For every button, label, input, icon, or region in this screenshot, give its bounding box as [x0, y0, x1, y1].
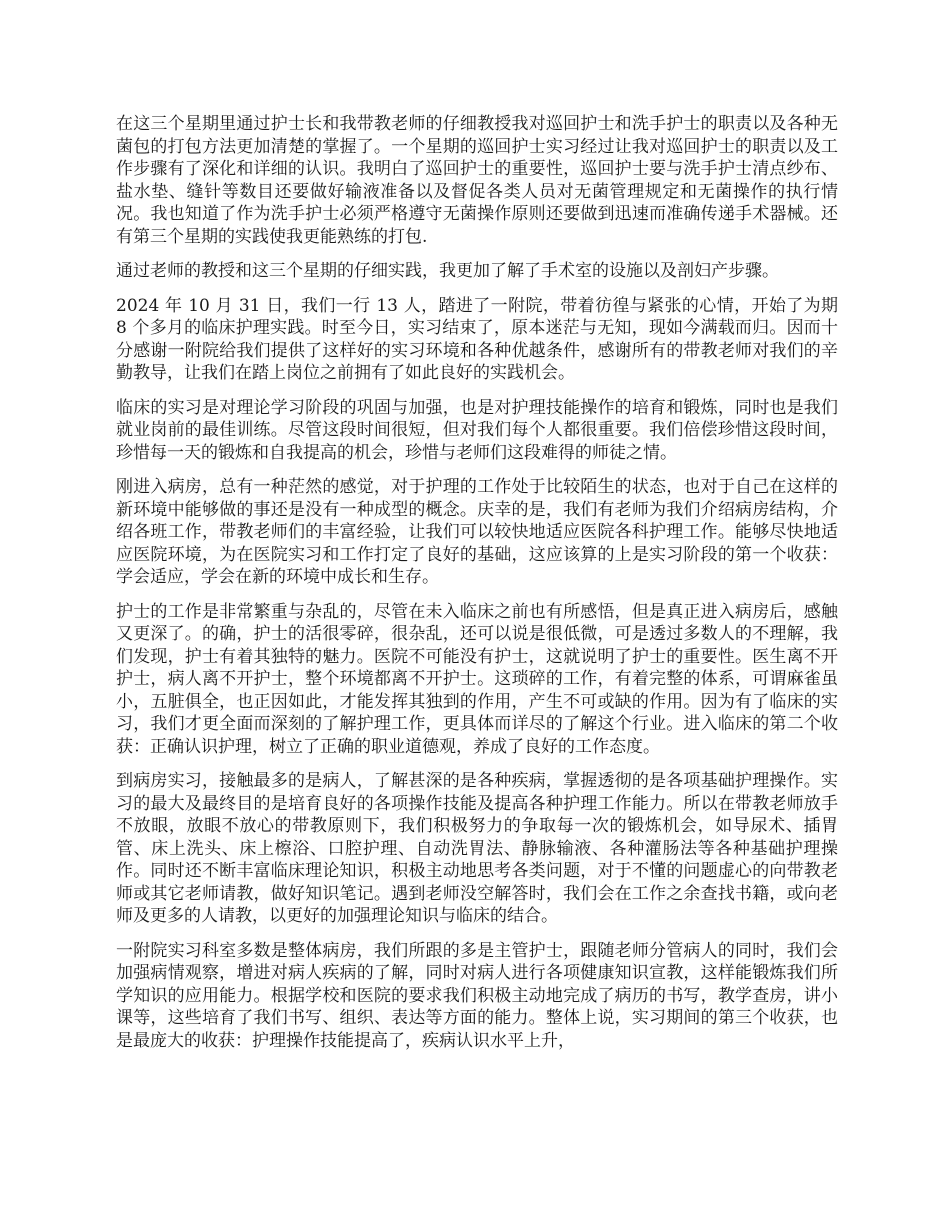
paragraph-7: 到病房实习，接触最多的是病人，了解甚深的是各种疾病，掌握透彻的是各项基础护理操作。实习的最大及最终目的是培育良好的各项操作技能及提高各种护理工作能力。所以在带教老师放手不放眼，放眼不放心的带教原则下，我们积极努力的争取每一次的锻炼机会，如导尿术、插胃管、床上洗头、床上檫浴、口腔护理、自动洗胃法、静脉输液、各种灌肠法等各种基础护理操作。同时还不断丰富临床理论知识，积极主动地思考各类问题，对于不懂的问题虚心的向带教老师或其它老师请教，做好知识笔记。遇到老师没空解答时，我们会在工作之余查找书籍，或向老师及更多的人请教，以更好的加强理论知识与临床的结合。: [116, 771, 838, 926]
paragraph-6: 护士的工作是非常繁重与杂乱的，尽管在未入临床之前也有所感悟，但是真正进入病房后，感触又更深了。的确，护士的活很零碎，很杂乱，还可以说是很低微，可是透过多数人的不理解，我们发现，护士有着其独特的魅力。医院不可能没有护士，这就说明了护士的重要性。医生离不开护士，病人离不开护士，整个环境都离不开护士。这琐碎的工作，有着完整的体系，可谓麻雀虽小，五脏俱全，也正因如此，才能发挥其独到的作用，产生不可或缺的作用。因为有了临床的实习，我们才更全面而深刻的了解护理工作，更具体而详尽的了解这个行业。进入临床的第二个收获：正确认识护理，树立了正确的职业道德观，养成了良好的工作态度。: [116, 601, 838, 757]
paragraph-2: 通过老师的教授和这三个星期的仔细实践，我更加了解了手术室的设施以及剖妇产步骤。: [116, 261, 779, 281]
paragraph-1: 在这三个星期里通过护士长和我带教老师的仔细教授我对巡回护士和洗手护士的职责以及各种无菌包的打包方法更加清楚的掌握了。一个星期的巡回护士实习经过让我对巡回护士的职责以及工作步骤有了深化和详细的认识。我明白了巡回护士的重要性，巡回护士要与洗手护士清点纱布、盐水垫、缝针等数目还要做好输液准备以及督促各类人员对无菌管理规定和无菌操作的执行情况。我也知道了作为洗手护士必须严格遵守无菌操作原则还要做到迅速而准确传递手术器械。还有第三个星期的实践使我更能熟练的打包.: [116, 114, 838, 247]
paragraph-4: 临床的实习是对理论学习阶段的巩固与加强，也是对护理技能操作的培育和锻炼，同时也是我们就业岗前的最佳训练。尽管这段时间很短，但对我们每个人都很重要。我们倍偿珍惜这段时间，珍惜每一天的锻炼和自我提高的机会，珍惜与老师们这段难得的师徒之情。: [116, 397, 838, 463]
paragraph-3: 2024 年 10 月 31 日，我们一行 13 人，踏进了一附院，带着彷徨与紧张的心情，开始了为期 8 个多月的临床护理实践。时至今日，实习结束了，原本迷茫与无知，现如今满载而归。因而十分感谢一附院给我们提供了这样好的实习环境和各种优越条件，感谢所有的带教老师对我们的辛勤教导，让我们在踏上岗位之前拥有了如此良好的实践机会。: [116, 295, 838, 383]
paragraph-5: 刚进入病房，总有一种茫然的感觉，对于护理的工作处于比较陌生的状态，也对于自己在这样的新环境中能够做的事还是没有一种成型的概念。庆幸的是，我们有老师为我们介绍病房结构，介绍各班工作，带教老师们的丰富经验，让我们可以较快地适应医院各科护理工作。能够尽快地适应医院环境，为在医院实习和工作打定了良好的基础，这应该算的上是实习阶段的第一个收获：学会适应，学会在新的环境中成长和生存。: [116, 477, 838, 587]
paragraph-8: 一附院实习科室多数是整体病房，我们所跟的多是主管护士，跟随老师分管病人的同时，我们会加强病情观察，增进对病人疾病的了解，同时对病人进行各项健康知识宣教，这样能锻炼我们所学知识的应用能力。根据学校和医院的要求我们积极主动地完成了病历的书写，教学查房，讲小课等，这些培育了我们书写、组织、表达等方面的能力。整体上说，实习期间的第三个收获，也是最庞大的收获：护理操作技能提高了，疾病认识水平上升，: [116, 940, 838, 1051]
document-body: [116, 113, 838, 1064]
